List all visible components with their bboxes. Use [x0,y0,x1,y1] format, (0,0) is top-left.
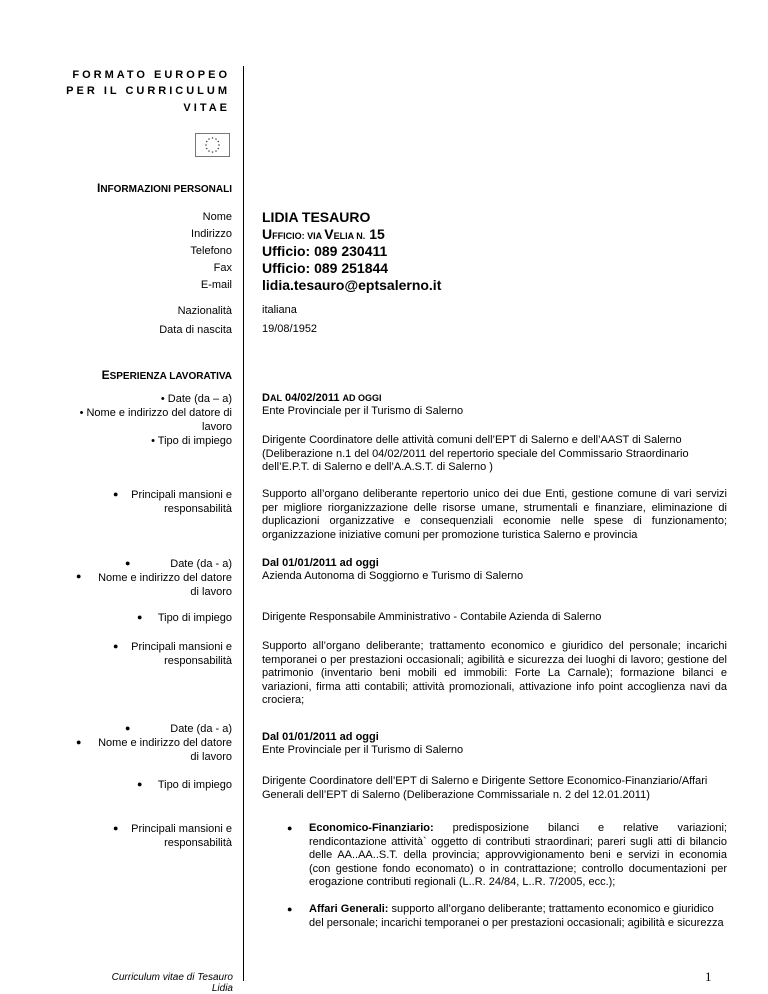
label-type-3: Tipo di impiego [157,779,232,791]
bullet-icon: ● [287,904,293,914]
person-phone: Ufficio: 089 230411 [262,243,388,259]
person-fax: Ufficio: 089 251844 [262,260,389,276]
entry2-type: Dirigente Responsabile Amministrativo - Contabile Azienda di Salerno [262,611,602,623]
bullet-icon: ● [76,737,82,747]
label-birth: Data di nascita [159,324,232,336]
label-employer-3: Nome e indirizzo del datore di lavoro [98,737,232,763]
entry3-employer: Ente Provinciale per il Turismo di Salerno [262,744,464,756]
bullet-icon: ● [113,641,119,651]
bullet-icon: ● [76,571,82,581]
eu-flag-icon [195,133,230,157]
entry1-type: Dirigente Coordinatore delle attività comuni dell’EPT di Salerno e dell’AAST di Salerno (Deliberazione n.1 del 04/02/2011 del repertorio speciale del Commissario Straordinario dell’E.P.T. di Salerno e dell’A.A.S.T. di Salerno ) [262,434,689,473]
label-type-2: Tipo di impiego [157,612,232,624]
page-number: 1 [705,969,712,984]
label-duties-3: Principali mansioni e responsabilità [131,823,232,849]
label-name: Nome [202,211,232,223]
vertical-divider [243,66,244,981]
bullet-icon: ● [113,823,119,833]
entry1-date: DAL 04/02/2011 AD OGGI [262,392,382,404]
bullet-icon: ● [287,823,293,833]
label-date-1: • Date (da – a) [160,393,232,405]
label-phone: Telefono [190,245,232,257]
bullet-icon: ● [125,558,131,568]
person-name: LIDIA TESAURO [262,209,371,225]
section-title-personal: INFORMAZIONI PERSONALI [96,181,232,195]
entry3-duty-economic: Economico-Finanziario: predisposizione bilanci e relative variazioni; rendicontazione attività` oggetto di contributi straordinari; pareri sugli atti di bilancio delle AA..AA..S.T. della provincia; approvvigionamento beni e servizi in economia (con gestione fondo economato) o in contrattazione; controllo documentazioni per erogazione contributi regionali (L..R. 24/84, L..R. 7/2005, ecc.); [309,822,727,888]
entry1-duties: Supporto all’organo deliberante repertorio unico dei due Enti, gestione comune di vari servizi per migliore riorganizzazione delle risorse umane, strumentali e finanziare, eliminazione di duplicazioni organizzative e consequenziali economie nelle spese di funzionamento; organizzazione iniziative comuni per promozione turistica Salerno e provincia [262,488,727,541]
header-line-1: FORMATO EUROPEO [72,69,230,81]
label-duties-1: Principali mansioni e responsabilità [131,489,232,515]
label-type-1: • Tipo di impiego [151,435,232,447]
label-address: Indirizzo [191,228,232,240]
label-date-2: Date (da - a) [170,558,232,570]
entry3-date: Dal 01/01/2011 ad oggi [262,731,379,743]
entry2-employer: Azienda Autonoma di Soggiorno e Turismo di Salerno [262,570,524,582]
nationality-value: italiana [262,304,297,316]
section-title-experience: ESPERIENZA LAVORATIVA [101,368,232,382]
bullet-icon: ● [125,723,131,733]
entry2-date: Dal 01/01/2011 ad oggi [262,557,379,569]
label-email: E-mail [200,279,232,291]
entry3-duty-general: Affari Generali: supporto all’organo deliberante; trattamento economico e giuridico del personale; incarichi temporanei o per prestazioni occasionali; agibilità e sicurezza [309,903,724,929]
bullet-icon: ● [113,489,119,499]
label-fax: Fax [213,262,232,274]
bullet-icon: ● [137,779,143,789]
label-employer-1: • Nome e indirizzo del datore di lavoro [79,407,232,433]
header-line-2: PER IL CURRICULUM [66,85,230,97]
header-line-3: VITAE [183,102,230,114]
entry2-duties: Supporto all’organo deliberante; trattamento economico e giuridico del personale; incarichi temporanei o per prestazioni occasionali; agibilità e sicurezza dei luoghi di lavoro; gestione del patrimonio (inventario beni mobili ed immobili: Forte La Carnale); formazione bilanci e variazioni, firma atti contabili; attività promozionali, attivazione info point accoglienza navi da crociera; [262,640,727,706]
birth-value: 19/08/1952 [262,323,318,335]
bullet-icon: ● [137,612,143,622]
label-nationality: Nazionalità [177,305,232,317]
person-email[interactable]: lidia.tesauro@eptsalerno.it [262,277,442,293]
person-address: UFFICIO: VIA VELIA N. 15 [262,226,385,242]
entry1-employer: Ente Provinciale per il Turismo di Salerno [262,405,464,417]
entry3-type: Dirigente Coordinatore dell’EPT di Salerno e Dirigente Settore Economico-Finanziario/Affari Generali dell’EPT di Salerno (Deliberazione Commissariale n. 2 del 12.01.2011) [262,775,708,801]
label-duties-2: Principali mansioni e responsabilità [131,641,232,667]
label-date-3: Date (da - a) [170,723,232,735]
footer-text: Curriculum vitae di Tesauro Lidia [111,972,233,994]
label-employer-2: Nome e indirizzo del datore di lavoro [98,572,232,598]
